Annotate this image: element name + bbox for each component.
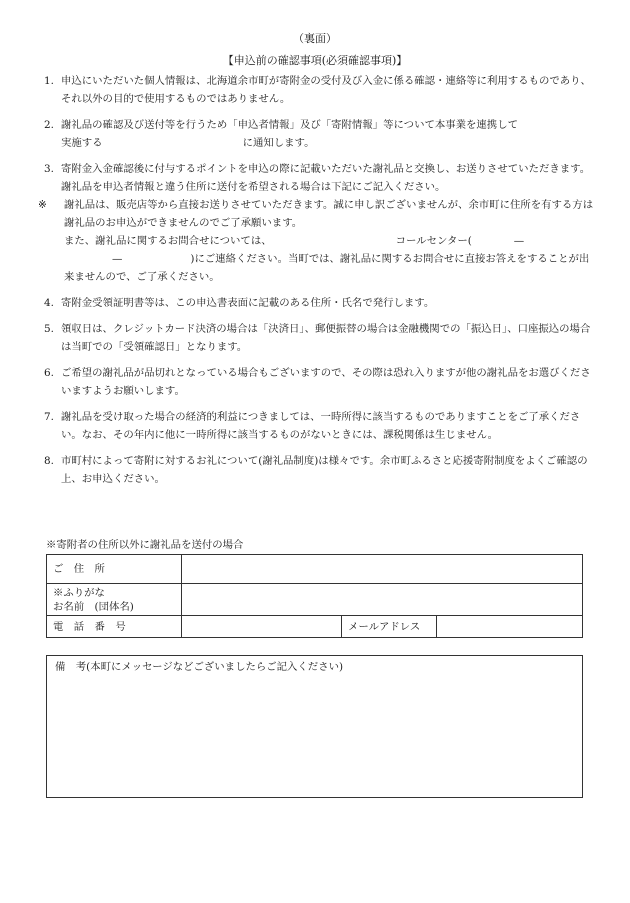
item-text: 領収日は、クレジットカード決済の場合は「決済日」、郵便振替の場合は金融機関での「振込日」、口座振込の場合は当町での「受領確認日」となります。 (61, 323, 591, 353)
list-item (44, 72, 594, 108)
phone-dash: — (112, 253, 123, 265)
item-number: 1. (44, 75, 54, 87)
list-item (44, 408, 594, 444)
page-side-label: （裏面） (293, 32, 337, 45)
item-text: 申込にいただいた個人情報は、北海道余市町が寄附金の受付及び入金に係る確認・連絡等に利用するものであり、それ以外の目的で使用するものではありません。 (61, 75, 591, 105)
confirmation-items (38, 72, 594, 496)
phone-dash: — (513, 235, 525, 247)
item-number: 2. (44, 119, 54, 131)
item-number: 7. (44, 411, 54, 423)
item-number: 4. (44, 297, 54, 309)
address-field[interactable] (182, 555, 583, 584)
name-label-text: お名前 (団体名) (53, 600, 134, 613)
item-number: 5. (44, 323, 54, 335)
list-item (44, 160, 594, 196)
note-mark: ※ (38, 199, 47, 211)
item-number: 8. (44, 455, 54, 467)
item-text: ご希望の謝礼品が品切れとなっている場合もございますので、その際は恐れ入りますが他の謝礼品をお選びくださいますようお願いします。 (61, 367, 591, 397)
item-text: に通知します。 (242, 137, 315, 149)
email-field[interactable] (437, 616, 583, 638)
call-center-label: コールセンター( (395, 235, 472, 247)
item-text: 寄附金入金確認後に付与するポイントを申込の際に記載いただいた謝礼品と交換し、お送りさせていただきます。謝礼品を申込者情報と違う住所に送付を希望される場合は下記にご記入ください。 (61, 163, 591, 193)
email-label: メールアドレス (342, 616, 437, 638)
note-text: 謝礼品は、販売店等から直接お送りさせていただきます。誠に申し訳ございませんが、余市町に住所を有する方は謝礼品のお申込ができませんのでご了承願います。 (64, 199, 594, 229)
note-text: )にご連絡ください。当町では、謝礼品に関するお問合せに直接お答えをすることが出来ませんので、ご了承ください。 (64, 253, 590, 283)
item-text: 謝礼品を受け取った場合の経済的利益につきましては、一時所得に該当するものでありますことをご了承ください。なお、その年内に他に一時所得に該当するものがないときには、課税関係は生じません。 (61, 411, 581, 441)
form-caption: ※寄附者の住所以外に謝礼品を送付の場合 (46, 539, 244, 551)
remarks-label: 備 考(本町にメッセージなどございましたらご記入ください) (55, 661, 344, 673)
remarks-box[interactable] (46, 655, 583, 798)
name-label (47, 584, 182, 616)
item-number: 3. (44, 163, 54, 175)
item-text: 寄附金受領証明書等は、この申込書表面に記載のある住所・氏名で発行します。 (61, 297, 435, 309)
name-field[interactable] (182, 584, 583, 616)
note-block (38, 196, 594, 286)
list-item (44, 116, 594, 152)
list-item (44, 320, 594, 356)
list-item (44, 452, 594, 488)
furigana-label: ※ふりがな (53, 586, 105, 599)
list-item (44, 294, 594, 312)
note-text: また、謝礼品に関するお問合せについては、 (64, 235, 272, 247)
alternate-delivery-form (46, 554, 583, 638)
item-text: 市町村によって寄附に対するお礼について(謝礼品制度)は様々です。余市町ふるさと応援寄附制度をよくご確認の上、お申込ください。 (61, 455, 588, 485)
address-label: ご 住 所 (47, 555, 182, 584)
item-number: 6. (44, 367, 54, 379)
phone-field[interactable] (182, 616, 342, 638)
item-text: 実施する (61, 137, 103, 149)
phone-label: 電 話 番 号 (47, 616, 182, 638)
item-text: 謝礼品の確認及び送付等を行うため「申込者情報」及び「寄附情報」等について本事業を連携して (61, 119, 518, 131)
section-heading: 【申込前の確認事項(必須確認事項)】 (222, 54, 408, 67)
list-item (44, 364, 594, 400)
